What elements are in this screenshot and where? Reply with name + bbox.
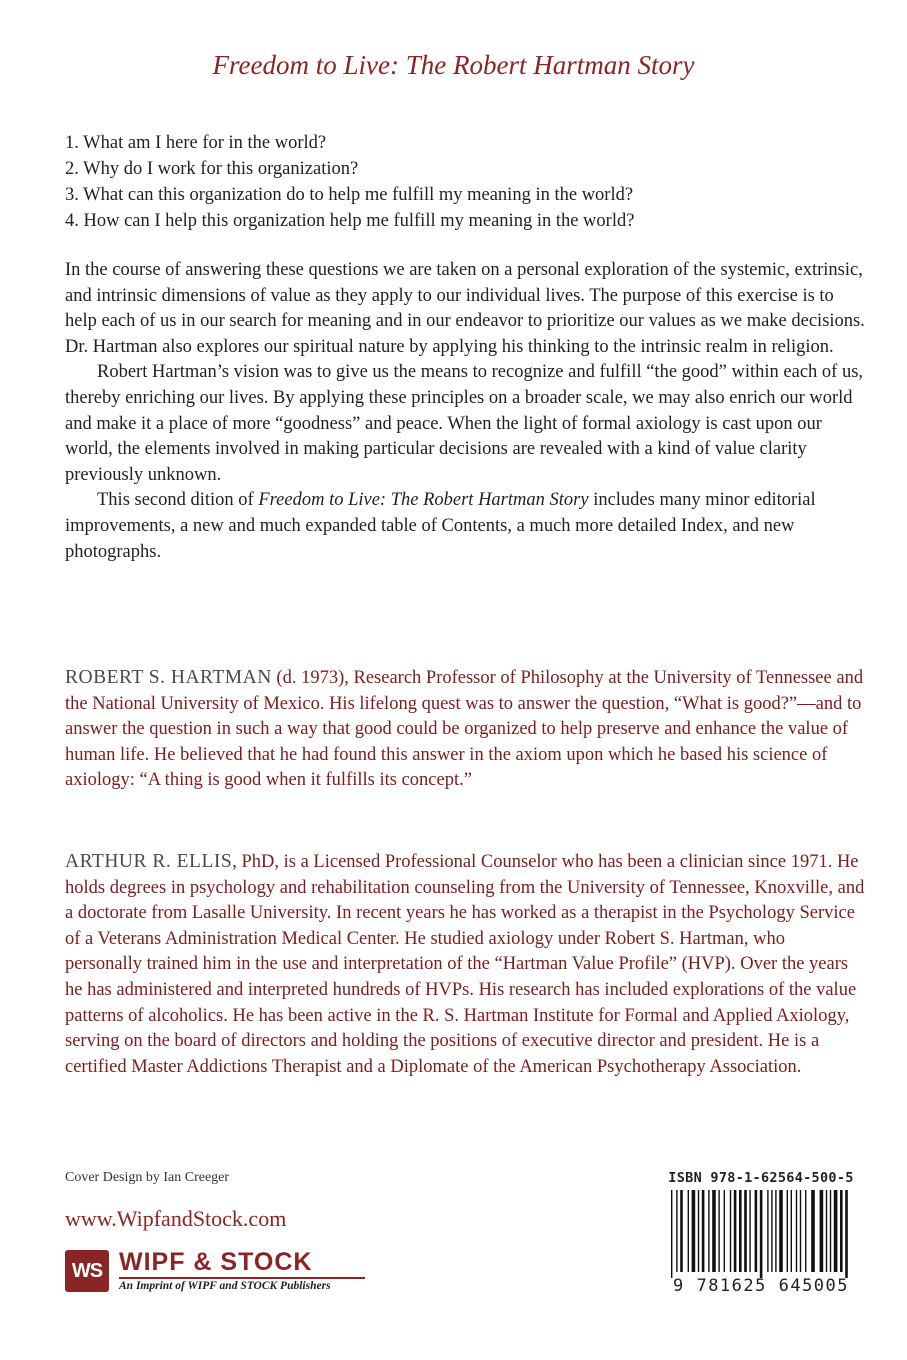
book-title-reference: Freedom to Live: The Robert Hartman Story — [258, 490, 589, 511]
isbn-barcode — [667, 1170, 855, 1302]
barcode-bar — [779, 1190, 783, 1272]
ellis-bio — [65, 849, 865, 1080]
question-item: 1. What am I here for in the world? — [65, 133, 327, 153]
barcode-bar — [680, 1190, 683, 1272]
barcode-bar — [811, 1190, 815, 1272]
barcode-bar — [771, 1190, 772, 1272]
barcode-bar — [702, 1190, 705, 1272]
barcode-bar — [671, 1190, 672, 1278]
barcode-bar — [755, 1190, 758, 1272]
paragraph-text: includes many minor editorial improvements, a new and much expanded table of Contents, a much more detailed Index, and new photographs. — [65, 490, 816, 562]
barcode-bar — [787, 1190, 788, 1272]
barcode-bar — [760, 1190, 763, 1278]
hartman-bio — [65, 665, 865, 794]
publisher-name: WIPF & STOCK — [119, 1248, 313, 1276]
question-item: 4. How can I help this organization help me fulfill my meaning in the world? — [65, 211, 635, 231]
barcode-digits: 9 781625 645005 — [672, 1276, 850, 1296]
barcode-bar — [688, 1190, 689, 1272]
barcode-bar — [796, 1190, 797, 1272]
description — [65, 258, 865, 565]
isbn-label: ISBN 978-1-62564-500-5 — [668, 1170, 854, 1186]
cover-design-credit: Cover Design by Ian Creeger — [65, 1170, 230, 1185]
author-name: ARTHUR R. ELLIS — [65, 851, 233, 872]
question-item: 3. What can this organization do to help me fulfill my meaning in the world? — [65, 185, 634, 205]
barcode-bar — [744, 1190, 747, 1272]
barcode-bar — [676, 1190, 677, 1272]
barcode-bar — [734, 1190, 737, 1272]
barcode-bar — [820, 1190, 824, 1272]
barcode-bar — [739, 1190, 742, 1272]
barcode-bar — [698, 1190, 699, 1272]
barcode-bar — [805, 1190, 806, 1272]
barcode-bar — [840, 1190, 843, 1272]
bio-text: (d. 1973), Research Professor of Philosophy at the University of Tennessee and the National University of Mexico. His lifelong quest was to answer the question, “What is good?”—and to answer the question in such a way that good could be organized to help preserve and enhance the value of human life. He believed that he had found this answer in the axiom upon which he based his science of axiology: “A thing is good when it fulfills its concept.” — [65, 668, 864, 791]
barcode-bar — [830, 1190, 831, 1272]
barcode-bar — [775, 1190, 776, 1272]
publisher-imprint: An Imprint of WIPF and STOCK Publishers — [119, 1280, 331, 1292]
logo-divider — [119, 1277, 365, 1279]
barcode-bar — [834, 1190, 838, 1272]
barcode-bar — [767, 1190, 768, 1272]
barcode-bar — [845, 1190, 848, 1278]
barcode-bar — [800, 1190, 801, 1272]
bio-text: , PhD, is a Licensed Professional Counselor who has been a clinician since 1971. He holds degrees in psychology and rehabilitation counseling from the University of Tennessee, Knoxville, and a doctorate from Lasalle University. In recent years he has worked as a therapist in the Psychology Service of a Veterans Administration Medical Center. He studied axiology under Robert S. Hartman, who personally trained him in the use and interpretation of the “Hartman Value Profile” (HVP). Over the years he has administered and interpreted hundreds of HVPs. His research has included explorations of the value patterns of alcoholics. He has been active in the R. S. Hartman Institute for Formal and Applied Axiology, serving on the board of directors and holding the positions of executive director and president. He is a certified Master Addictions Therapist and a Diplomate of the American Psychotherapy Association. — [65, 852, 865, 1077]
description-paragraph: In the course of answering these questions we are taken on a personal exploration of the systemic, extrinsic, and intrinsic dimensions of value as they apply to our individual lives. The purpose of this exercise is to help each of us in our search for meaning and in our endeavor to prioritize our values as we make decisions. Dr. Hartman also explores our spiritual nature by applying his thinking to the intrinsic realm in religion. — [65, 260, 865, 357]
barcode-bar — [708, 1190, 709, 1272]
question-item: 2. Why do I work for this organization? — [65, 159, 359, 179]
author-name: ROBERT S. HARTMAN — [65, 667, 272, 688]
barcode-bar — [692, 1190, 696, 1272]
barcode-bar — [826, 1190, 827, 1272]
barcode-bar — [749, 1190, 750, 1272]
ws-logo-icon: WS — [65, 1250, 109, 1292]
barcode-bar — [718, 1190, 719, 1272]
publisher-website[interactable]: www.WipfandStock.com — [65, 1206, 287, 1231]
barcode-bar — [791, 1190, 792, 1272]
barcode-bar — [712, 1190, 716, 1272]
question-list — [65, 130, 865, 234]
barcode-bar — [724, 1190, 725, 1272]
barcode-bar — [730, 1190, 731, 1272]
book-title: Freedom to Live: The Robert Hartman Story — [212, 50, 695, 80]
paragraph-text: This second dition of — [97, 490, 259, 511]
publisher-logo — [65, 1250, 385, 1296]
description-paragraph: Robert Hartman’s vision was to give us the means to recognize and fulfill “the good” within each of us, thereby enriching our lives. By applying these principles on a broader scale, we may also enrich our world and make it a place of more “goodness” and peace. When the light of formal axiology is cast upon our world, the elements involved in making particular decisions are revealed with a kind of value clarity previously unknown. — [65, 362, 864, 485]
description-paragraph — [65, 488, 865, 565]
barcode-icon — [667, 1190, 855, 1278]
